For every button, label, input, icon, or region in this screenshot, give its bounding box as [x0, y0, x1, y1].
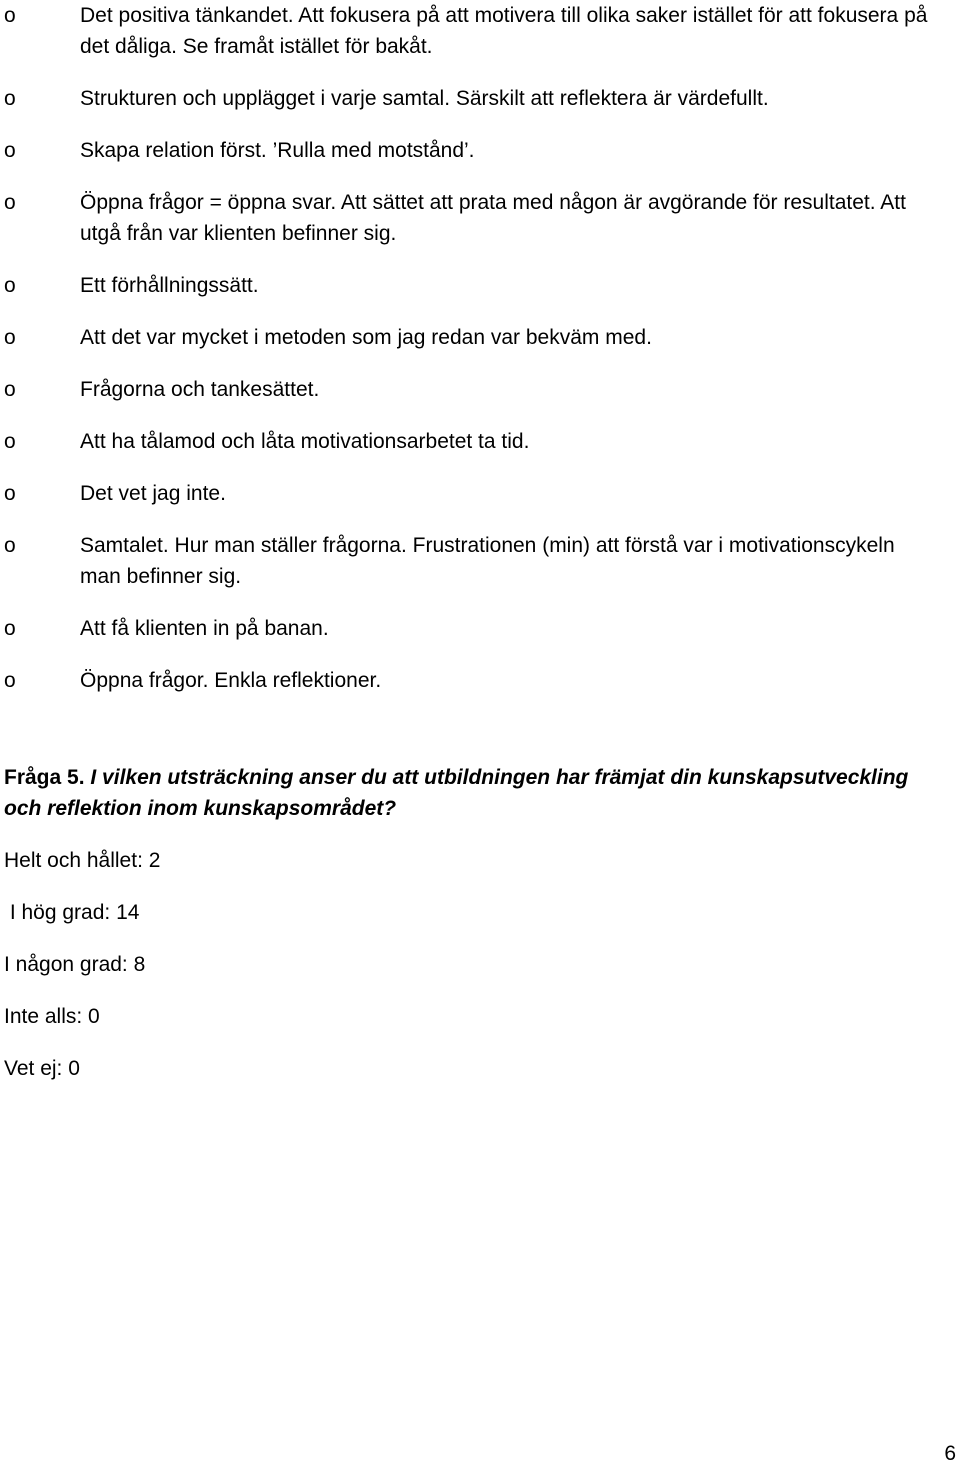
- list-item-text: Frågorna och tankesättet.: [80, 378, 320, 401]
- question-text: I vilken utsträckning anser du att utbildningen har främjat din kunskapsutveckling och reflektion inom kunskapsområdet?: [4, 766, 909, 820]
- answer-item: I hög grad: 14: [4, 901, 140, 924]
- list-item: [0, 478, 960, 509]
- list-item-text: Öppna frågor. Enkla reflektioner.: [80, 669, 382, 692]
- answer-item: Vet ej: 0: [4, 1057, 80, 1080]
- list-item: [0, 530, 960, 592]
- list-item-text: Skapa relation först. ’Rulla med motstånd’.: [80, 139, 475, 162]
- answer-item: Helt och hållet: 2: [4, 849, 161, 872]
- question-heading: [4, 762, 944, 824]
- answer-item: Inte alls: 0: [4, 1005, 100, 1028]
- list-item-text: Samtalet. Hur man ställer frågorna. Frustrationen (min) att förstå var i motivationscykeln man befinner sig.: [80, 534, 895, 588]
- bullet-marker: o: [4, 669, 16, 692]
- list-item: [0, 374, 960, 405]
- bullet-marker: o: [4, 378, 16, 401]
- list-item-text: Att det var mycket i metoden som jag redan var bekväm med.: [80, 326, 652, 349]
- bullet-marker: o: [4, 274, 16, 297]
- list-item-text: Att ha tålamod och låta motivationsarbetet ta tid.: [80, 430, 530, 453]
- bullet-marker: o: [4, 326, 16, 349]
- bullet-marker: o: [4, 482, 16, 505]
- list-item: [0, 613, 960, 644]
- list-item: [0, 187, 960, 249]
- bullet-marker: o: [4, 191, 16, 214]
- bullet-marker: o: [4, 87, 16, 110]
- list-item: [0, 322, 960, 353]
- bullet-marker: o: [4, 617, 16, 640]
- bullet-marker: o: [4, 4, 16, 27]
- question-label: Fråga 5.: [4, 766, 85, 789]
- list-item: [0, 426, 960, 457]
- list-item: [0, 83, 960, 114]
- bullet-marker: o: [4, 139, 16, 162]
- list-item: [0, 0, 960, 62]
- list-item-text: Strukturen och upplägget i varje samtal. Särskilt att reflektera är värdefullt.: [80, 87, 769, 110]
- answer-list: [4, 845, 160, 1105]
- bullet-marker: o: [4, 430, 16, 453]
- list-item: [0, 665, 960, 696]
- list-item-text: Ett förhållningssätt.: [80, 274, 259, 297]
- bullet-marker: o: [4, 534, 16, 557]
- answer-item: I någon grad: 8: [4, 953, 146, 976]
- list-item: [0, 135, 960, 166]
- list-item-text: Det vet jag inte.: [80, 482, 226, 505]
- response-bullet-list: [0, 0, 960, 717]
- list-item-text: Öppna frågor = öppna svar. Att sättet att prata med någon är avgörande för resultatet. Att utgå från var klienten befinner sig.: [80, 191, 906, 245]
- list-item: [0, 270, 960, 301]
- list-item-text: Att få klienten in på banan.: [80, 617, 329, 640]
- page-number: 6: [944, 1442, 956, 1465]
- list-item-text: Det positiva tänkandet. Att fokusera på att motivera till olika saker istället för att fokusera på det dåliga. Se framåt istället för bakåt.: [80, 4, 928, 58]
